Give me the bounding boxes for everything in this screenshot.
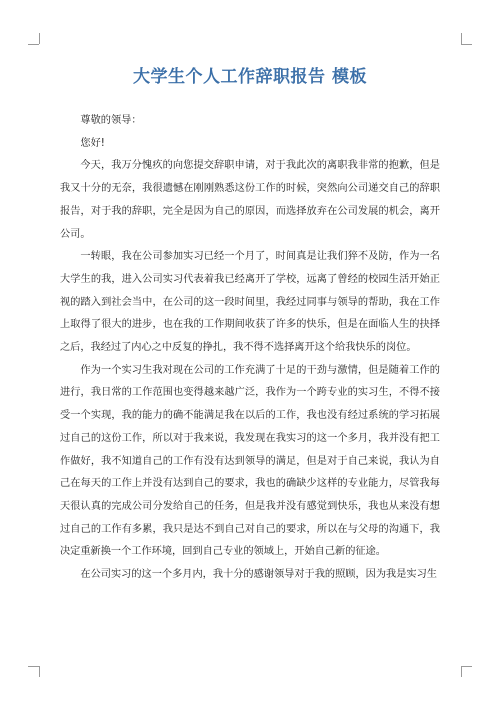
document-title: 大学生个人工作辞职报告 模板 [133, 67, 367, 87]
document-body [60, 110, 440, 587]
salutation: 尊敬的领导： [80, 115, 142, 126]
paragraph: 在公司实习的这一个多月内，我十分的感谢领导对于我的照顾，因为我是实习生 [80, 569, 437, 581]
crop-mark-bottom-left-h [28, 666, 39, 667]
crop-mark-bottom-right-v [461, 666, 462, 677]
crop-mark-bottom-left-v [39, 666, 40, 677]
crop-mark-bottom-right-h [461, 666, 472, 667]
greeting: 您好! [80, 137, 105, 149]
paragraph: 今天，我万分愧疚的向您提交辞职申请，对于我此次的离职我非常的抱歉，但是我又十分的无奈，我很遗憾在刚刚熟悉这份工作的时候，突然向公司递交自己的辞职报告，对于我的辞职，完全是因为自己的原因，而选择放弃在公司发展的机会，离开公司。 [60, 160, 440, 240]
paragraph: 一转眼，我在公司参加实习已经一个月了，时间真是让我们猝不及防，作为一名大学生的我，进入公司实习代表着我已经离开了学校，远离了曾经的校园生活开始正视的踏入到社会当中，在公司的这一段时间里，我经过同事与领导的帮助，我在工作上取得了很大的进步，也在我的工作期间收获了许多的快乐，但是在面临人生的抉择之后，我经过了内心之中反复的挣扎，我不得不选择离开这个给我快乐的岗位。 [60, 251, 440, 354]
paragraph: 作为一个实习生我对现在公司的工作充满了十足的干劲与激情，但是随着工作的进行，我日常的工作范围也变得越来越广泛，我作为一个跨专业的实习生，不得不接受一个实现，我的能力的确不能满足我在以后的工作，我也没有经过系统的学习拓展过自己的这份工作，所以对于我来说，我发现在我实习的这一个多月，我并没有把工作做好，我不知道自己的工作有没有达到领导的满足，但是对于自己来说，我认为自己在每天的工作上并没有达到自己的要求，我也的确缺少这样的专业能力，尽管我每天很认真的完成公司分发给自己的任务，但是我并没有感觉到快乐，我也从来没有想过自己的工作有多累，我只是达不到自己对自己的要求，所以在与父母的沟通下，我决定重新换一个工作环境，回到自己专业的领域上，开始自己新的征途。 [60, 364, 440, 558]
crop-mark-top-right-h [461, 44, 472, 45]
crop-mark-top-left-v [39, 33, 40, 44]
crop-mark-top-right-v [461, 33, 462, 44]
crop-mark-top-left-h [28, 44, 39, 45]
